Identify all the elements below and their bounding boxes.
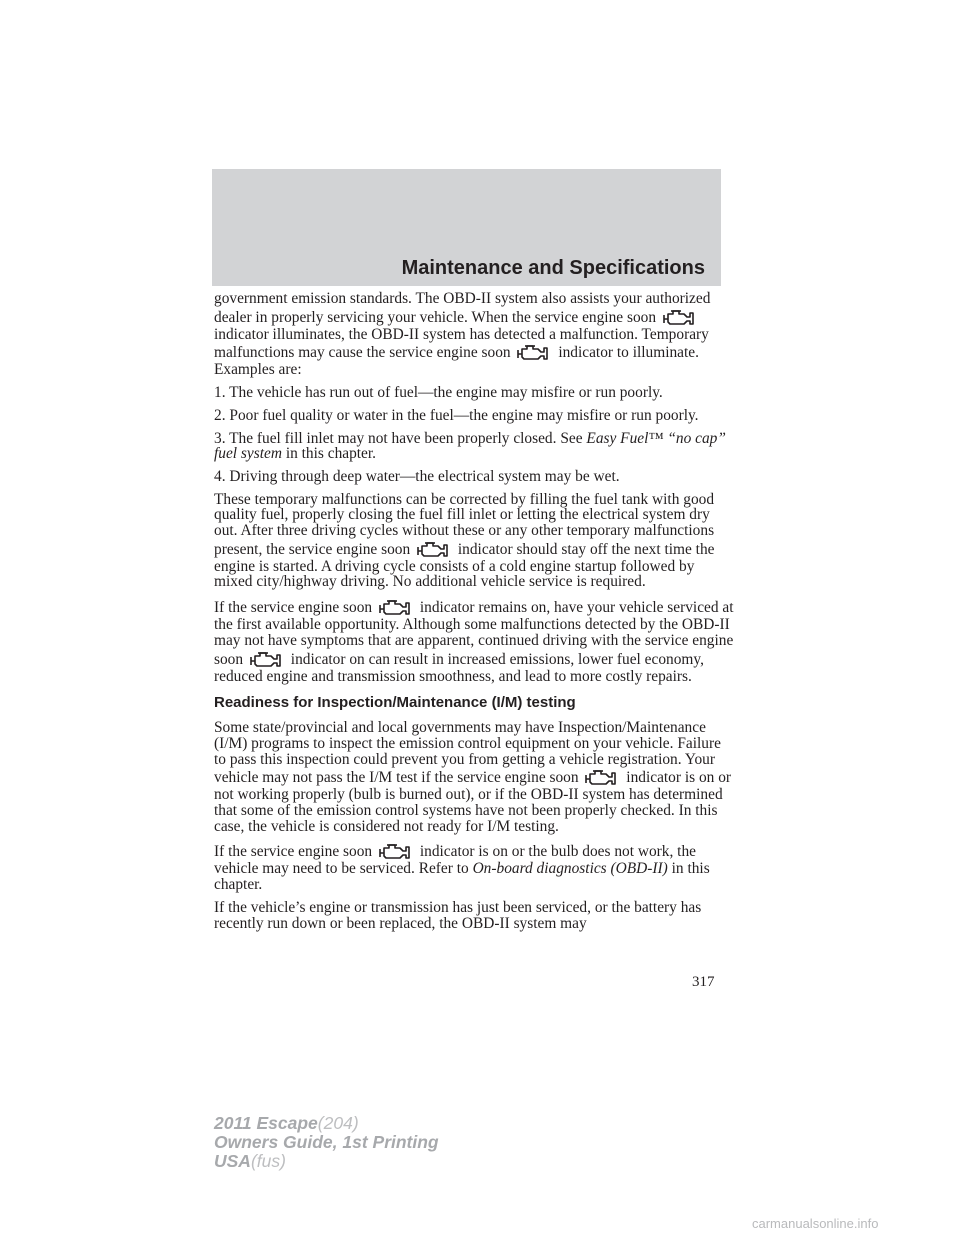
text: government emission standards. The OBD-II system also assists your authorized dealer in properly servicing your vehicle. When the service engine soon — [214, 290, 711, 326]
text: indicator on can result in increased emissions, lower fuel economy, reduced engine and transmission smoothness, and lead to more costly repairs. — [214, 650, 704, 685]
engine-indicator-icon — [660, 307, 700, 327]
footer-market-code: (fus) — [250, 1151, 286, 1171]
footer-model: 2011 Escape — [214, 1113, 318, 1133]
text: indicator illuminates, the OBD-II system has detected a malfunction. Temporary malfunctions may cause the service engine soon — [214, 325, 709, 362]
footer-line — [214, 1152, 439, 1171]
engine-indicator-icon — [514, 342, 554, 362]
paragraph: If the vehicle’s engine or transmission has just been serviced, or the battery has recently run down or been replaced, the OBD-II system may — [214, 898, 702, 932]
footer-market: USA — [214, 1151, 251, 1171]
cross-reference: Easy Fuel™ “no cap” fuel system — [214, 429, 726, 463]
text: in this chapter. — [214, 860, 710, 894]
section-title: Maintenance and Specifications — [401, 257, 705, 279]
paragraph — [214, 291, 734, 378]
list-item — [214, 431, 734, 462]
text: indicator to illuminate. Examples are: — [214, 344, 699, 379]
cross-reference: On-board diagnostics (OBD-II) — [472, 860, 668, 878]
footer-line: Owners Guide, 1st Printing — [214, 1132, 439, 1152]
paragraph — [214, 492, 734, 591]
list-item: 1. The vehicle has run out of fuel—the engine may misfire or run poorly. — [214, 384, 663, 402]
footer-code: (204) — [317, 1113, 359, 1133]
page-number: 317 — [692, 974, 715, 990]
text: indicator is on or not working properly (bulb is burned out), or if the OBD-II system has determined that some of the emission control systems have not been properly checked. In this case, the vehicle is considered not ready for I/M testing. — [214, 769, 732, 835]
text: indicator remains on, have your vehicle serviced at the first available opportunity. Although some malfunctions detected by the OBD-II may not have symptoms that are apparent, continued driving with the service engine soon — [214, 599, 734, 668]
text: If the service engine soon — [214, 599, 373, 617]
text: 3. The fuel fill inlet may not have been properly closed. See — [214, 429, 583, 447]
paragraph — [214, 720, 734, 834]
text: indicator should stay off the next time the engine is started. A driving cycle consists of a cold engine startup followed by mixed city/highway driving. No additional vehicle service is required. — [214, 540, 715, 591]
list-item: 4. Driving through deep water—the electrical system may be wet. — [214, 467, 620, 485]
text: Some state/provincial and local governments may have Inspection/Maintenance (I/M) programs to inspect the emission control equipment on your vehicle. Failure to pass this inspection could prevent you from getting a vehicle registration. Your vehicle may not pass the I/M test if the service engine soon — [214, 719, 721, 787]
engine-indicator-icon — [376, 597, 416, 617]
paragraph — [214, 841, 734, 892]
text: in this chapter. — [285, 445, 377, 463]
watermark: carmanualsonline.info — [752, 1216, 879, 1231]
list-item: 2. Poor fuel quality or water in the fuel—the engine may misfire or run poorly. — [214, 406, 699, 424]
paragraph — [214, 597, 734, 684]
text: These temporary malfunctions can be corrected by filling the fuel tank with good quality fuel, properly closing the fuel fill inlet or letting the electrical system dry out. After three driving cycles without these or any other temporary malfunctions present, the service engine soon — [214, 490, 715, 558]
footer-line — [214, 1114, 439, 1133]
print-footer — [214, 1114, 439, 1171]
engine-indicator-icon — [247, 649, 287, 669]
section-header-band — [212, 169, 721, 286]
engine-indicator-icon — [582, 767, 622, 787]
engine-indicator-icon — [376, 841, 416, 861]
text: indicator is on or the bulb does not work, the vehicle may need to be serviced. Refer to — [214, 843, 696, 878]
text: If the service engine soon — [214, 843, 373, 861]
page-body — [214, 291, 734, 938]
engine-indicator-icon — [414, 539, 454, 559]
section-heading: Readiness for Inspection/Maintenance (I/M) testing — [214, 694, 576, 712]
